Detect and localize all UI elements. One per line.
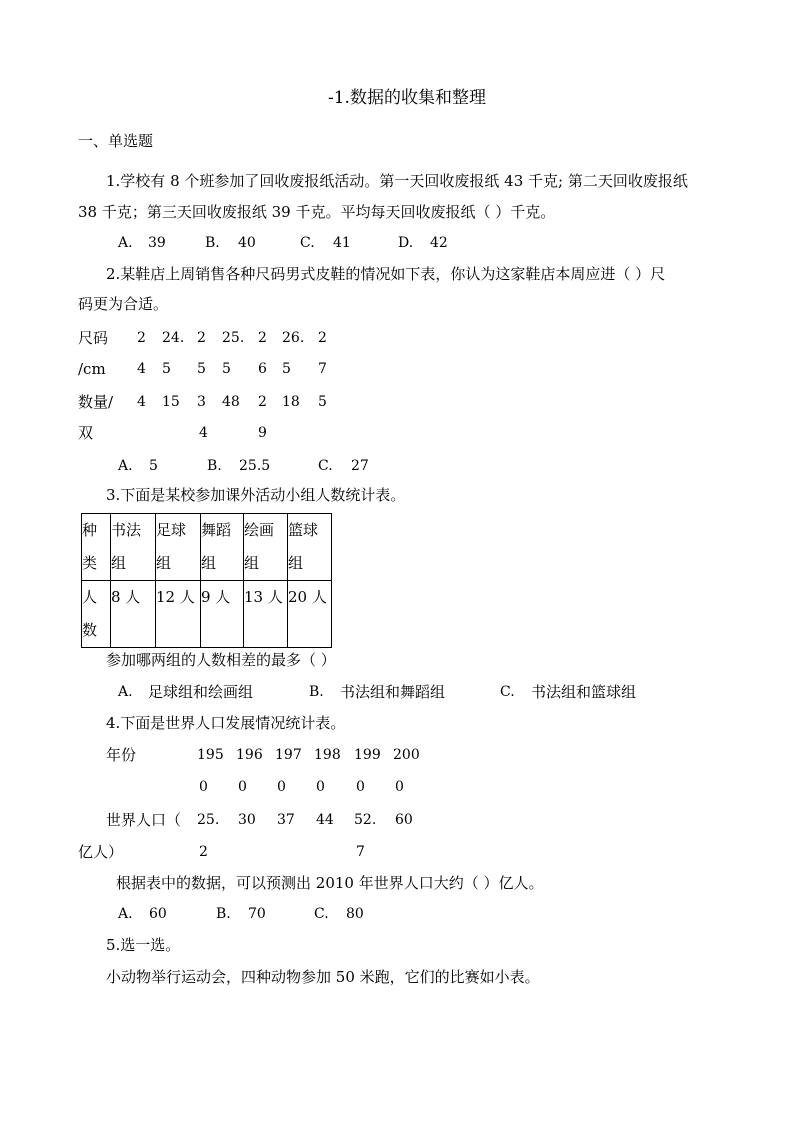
q2-size-cell: 6 [258, 361, 267, 377]
q2-count-cell: 3 [197, 394, 206, 410]
q3-text-line1: 3.下面是某校参加课外活动小组人数统计表。 [106, 486, 406, 504]
q4-option-a-value: 60 [149, 906, 167, 922]
q4-row1-label: 年份 [106, 746, 137, 764]
q2-size-cell: 2 [197, 330, 206, 346]
table-cell: 20 人 [288, 581, 332, 648]
q1-text-line1: 1.学校有 8 个班参加了回收废报纸活动。第一天回收废报纸 43 千克; 第二天回收废报纸 [106, 172, 688, 190]
q1-option-b-letter: B. [205, 235, 220, 251]
table-cell: 篮球 组 [288, 514, 332, 581]
table-cell: 9 人 [201, 581, 244, 648]
page-title: -1.数据的收集和整理 [328, 88, 486, 108]
q2-size-cell: 25. [222, 330, 245, 346]
q2-count-cell: 5 [318, 394, 327, 410]
q4-population-cell: 37 [277, 812, 295, 828]
q4-year-cell: 0 [199, 779, 208, 795]
q4-year-cell: 200 [393, 747, 420, 763]
q4-question: 根据表中的数据，可以预测出 2010 年世界人口大约（ ）亿人。 [116, 874, 544, 892]
table-cell: 8 人 [111, 581, 156, 648]
q4-year-cell: 0 [316, 779, 325, 795]
section-heading: 一、单选题 [78, 132, 154, 150]
table-cell: 足球 组 [156, 514, 201, 581]
q4-population-cell: 30 [238, 812, 256, 828]
table-row [82, 514, 332, 581]
q4-population-cell: 60 [395, 812, 413, 828]
q4-year-cell: 198 [314, 747, 341, 763]
table-cell: 舞蹈 组 [201, 514, 244, 581]
q2-option-c-letter: C. [318, 458, 333, 474]
q5-text-line1: 5.选一选。 [106, 936, 181, 954]
q2-option-c-value: 27 [351, 458, 369, 474]
q4-population-cell: 7 [356, 844, 365, 860]
q2-count-cell: 15 [162, 394, 180, 410]
q2-count-cell: 9 [258, 425, 267, 441]
q1-option-b-value: 40 [238, 235, 256, 251]
q4-year-cell: 199 [354, 747, 381, 763]
q4-row2-label: 世界人口（ [106, 811, 182, 829]
q2-size-cell: 2 [318, 330, 327, 346]
q2-count-cell: 48 [222, 394, 240, 410]
q4-option-b-letter: B. [216, 906, 231, 922]
q3-question: 参加哪两组的人数相差的最多（ ） [106, 651, 336, 669]
q3-option-b-value: 书法组和舞蹈组 [340, 683, 446, 701]
table-cell: 人 数 [82, 581, 111, 648]
q4-row2-label2: 亿人） [78, 843, 124, 861]
q4-year-cell: 0 [395, 779, 404, 795]
q1-option-a-value: 39 [148, 235, 166, 251]
q4-year-cell: 195 [197, 747, 224, 763]
q4-year-cell: 196 [236, 747, 263, 763]
q4-option-a-letter: A. [118, 906, 133, 922]
q2-option-a-letter: A. [118, 458, 133, 474]
q1-option-d-letter: D. [398, 235, 414, 251]
q2-count-cell: 4 [199, 425, 208, 441]
q4-population-cell: 52. [354, 812, 377, 828]
q2-size-cell: 5 [282, 361, 291, 377]
q2-row2-label2: 双 [78, 424, 94, 442]
q1-option-c-letter: C. [300, 235, 315, 251]
q2-row2-label: 数量/ [78, 393, 114, 411]
q2-size-cell: 4 [137, 361, 146, 377]
q2-size-cell: 5 [222, 361, 231, 377]
q1-option-a-letter: A. [118, 235, 133, 251]
q3-option-c-value: 书法组和篮球组 [531, 683, 637, 701]
q1-option-d-value: 42 [430, 235, 448, 251]
q3-option-a-value: 足球组和绘画组 [148, 683, 254, 701]
q2-size-cell: 2 [258, 330, 267, 346]
q2-count-cell: 4 [137, 394, 146, 410]
q3-stats-table [81, 513, 332, 648]
q3-option-c-letter: C. [500, 684, 515, 700]
q2-option-a-value: 5 [149, 458, 158, 474]
q2-size-cell: 5 [162, 361, 171, 377]
table-row [82, 581, 332, 648]
q2-option-b-value: 25.5 [239, 458, 271, 474]
q2-text-line1: 2.某鞋店上周销售各种尺码男式皮鞋的情况如下表，你认为这家鞋店本周应进（ ）尺 [106, 265, 666, 283]
table-cell: 13 人 [244, 581, 288, 648]
q4-option-b-value: 70 [248, 906, 266, 922]
table-cell: 书法 组 [111, 514, 156, 581]
q2-size-cell: 24. [162, 330, 185, 346]
q3-option-b-letter: B. [309, 684, 324, 700]
q1-text-line2: 38 千克；第三天回收废报纸 39 千克。平均每天回收废报纸（ ）千克。 [78, 203, 556, 221]
q3-option-a-letter: A. [118, 684, 133, 700]
q2-row1-label2: /cm [78, 360, 106, 378]
q4-population-cell: 2 [199, 844, 208, 860]
q2-size-cell: 2 [137, 330, 146, 346]
table-cell: 绘画 组 [244, 514, 288, 581]
q2-option-b-letter: B. [207, 458, 222, 474]
q2-text-line2: 码更为合适。 [78, 295, 169, 313]
q4-year-cell: 0 [238, 779, 247, 795]
q4-population-cell: 44 [316, 812, 334, 828]
q4-year-cell: 0 [356, 779, 365, 795]
q4-text-line1: 4.下面是世界人口发展情况统计表。 [106, 714, 346, 732]
table-cell: 种 类 [82, 514, 111, 581]
q4-year-cell: 197 [275, 747, 302, 763]
q4-option-c-letter: C. [314, 906, 329, 922]
q2-count-cell: 18 [282, 394, 300, 410]
q5-text-line2: 小动物举行运动会，四种动物参加 50 米跑，它们的比赛如小表。 [106, 968, 540, 986]
q2-size-cell: 7 [318, 361, 327, 377]
q1-option-c-value: 41 [333, 235, 351, 251]
q2-row1-label: 尺码 [78, 329, 109, 347]
q2-count-cell: 2 [258, 394, 267, 410]
q2-size-cell: 26. [282, 330, 305, 346]
table-cell: 12 人 [156, 581, 201, 648]
q4-year-cell: 0 [277, 779, 286, 795]
q4-population-cell: 25. [197, 812, 220, 828]
q2-size-cell: 5 [197, 361, 206, 377]
q4-option-c-value: 80 [346, 906, 364, 922]
